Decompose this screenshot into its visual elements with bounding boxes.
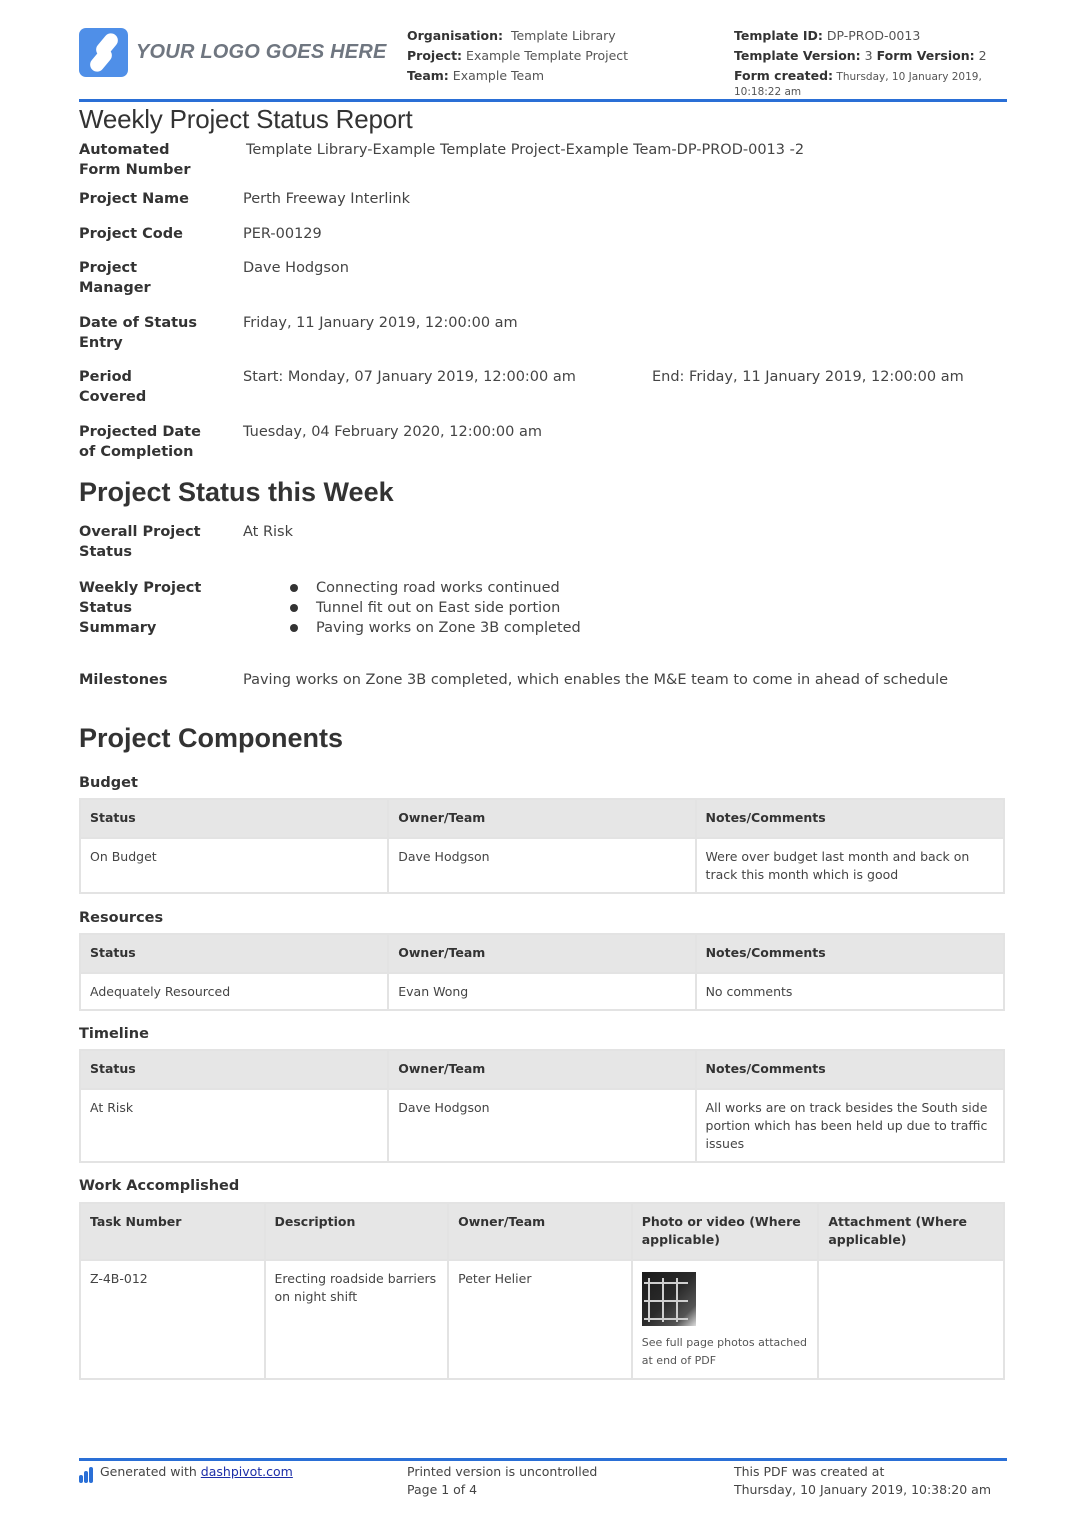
field-value: Dave Hodgson [243,260,349,276]
cell-status: On Budget [80,838,388,893]
field-label: Weekly Project Status Summary [79,580,202,636]
period-end: End: Friday, 11 January 2019, 12:00:00 am [652,369,964,385]
form-created-line [734,68,994,100]
cell-photo [632,1260,819,1379]
team-label: Team: [407,68,449,83]
column-header: Description [265,1203,449,1260]
bullet-icon [290,604,298,612]
cell-attachment [818,1260,1004,1379]
subheading-resources: Resources [79,910,164,926]
field-label: Date of Status Entry [79,315,197,351]
budget-table [79,798,1005,894]
table-row [80,1089,1004,1162]
organisation-line [407,26,628,46]
column-header: Notes/Comments [696,934,1004,973]
cell-owner: Dave Hodgson [388,838,695,893]
section-heading-components: Project Components [79,723,344,753]
column-header: Notes/Comments [696,799,1004,838]
section-heading-status: Project Status this Week [79,477,394,507]
photo-thumbnail[interactable] [642,1272,696,1326]
field-value: Friday, 11 January 2019, 12:00:00 am [243,315,518,331]
bullet-icon [290,624,298,632]
weekly-summary-list [290,578,581,638]
column-header: Owner/Team [388,799,695,838]
organisation-value: Template Library [510,28,616,43]
page-number: Page 1 of 4 [407,1482,478,1497]
template-id-value: DP-PROD-0013 [826,28,921,43]
table-row [80,838,1004,893]
cell-status: At Risk [80,1089,388,1162]
field-label: Project Manager [79,260,151,296]
created-label: This PDF was created at [734,1464,885,1479]
footer-print-info [407,1463,597,1499]
project-line [407,46,628,66]
footer-generated [79,1463,293,1483]
column-header: Notes/Comments [696,1050,1004,1089]
cell-owner: Peter Helier [448,1260,632,1379]
column-header: Status [80,1050,388,1089]
form-version-value: 2 [978,48,987,63]
cell-description: Erecting roadside barriers on night shift [265,1260,449,1379]
created-timestamp: Thursday, 10 January 2019, 10:38:20 am [734,1482,992,1497]
version-line [734,46,994,66]
project-value: Example Template Project [466,48,629,63]
form-version-label: Form Version: [876,48,975,63]
table-header-row [80,1203,1004,1260]
field-value: Perth Freeway Interlink [243,191,410,207]
field-value: At Risk [243,524,294,540]
column-header: Task Number [80,1203,265,1260]
logo [79,28,387,77]
organisation-label: Organisation: [407,28,503,43]
list-item [290,598,581,618]
logo-text: YOUR LOGO GOES HERE [136,41,387,63]
field-label: Milestones [79,672,168,688]
template-id-line [734,26,994,46]
table-row [80,973,1004,1010]
header-org-info [407,26,628,86]
timeline-table [79,1049,1005,1163]
team-line [407,66,628,86]
field-value: Template Library-Example Template Project-Example Team-DP-PROD-0013 -2 [246,142,805,158]
footer-created-info [734,1463,991,1499]
document-header [79,26,1007,100]
field-value: PER-00129 [243,226,322,242]
form-created-value: Thursday, 10 January 2019, 10:18:22 am [734,71,982,98]
logo-icon [79,28,128,77]
dashpivot-link[interactable]: dashpivot.com [200,1464,293,1479]
cell-notes: All works are on track besides the South side portion which has been held up due to traffic issues [696,1089,1004,1162]
project-label: Project: [407,48,463,63]
footer-divider [79,1458,1007,1461]
field-label: Automated Form Number [79,142,191,178]
header-template-info [734,26,994,100]
table-header-row [80,1050,1004,1089]
list-item [290,578,581,598]
cell-notes: No comments [696,973,1004,1010]
template-id-label: Template ID: [734,28,823,43]
resources-table [79,933,1005,1011]
subheading-budget: Budget [79,775,138,791]
column-header: Owner/Team [388,1050,695,1089]
column-header: Status [80,799,388,838]
column-header: Attachment (Where applicable) [818,1203,1004,1260]
list-item-text: Paving works on Zone 3B completed [316,620,581,636]
field-label: Overall Project Status [79,524,201,560]
bullet-icon [290,584,298,592]
list-item-text: Tunnel fit out on East side portion [316,600,561,616]
cell-owner: Dave Hodgson [388,1089,695,1162]
cell-notes: Were over budget last month and back on track this month which is good [696,838,1004,893]
period-start: Start: Monday, 07 January 2019, 12:00:00 am [243,369,576,385]
column-header: Owner/Team [448,1203,632,1260]
list-item-text: Connecting road works continued [316,580,560,596]
template-version-value: 3 [864,48,873,63]
header-divider [79,99,1007,102]
cell-task-number: Z-4B-012 [80,1260,265,1379]
column-header: Photo or video (Where applicable) [632,1203,819,1260]
field-label: Project Code [79,226,183,242]
cell-status: Adequately Resourced [80,973,388,1010]
team-value: Example Team [452,68,545,83]
subheading-work-accomplished: Work Accomplished [79,1178,240,1194]
field-value: Tuesday, 04 February 2020, 12:00:00 am [243,424,542,440]
form-created-label: Form created: [734,68,834,83]
field-label: Projected Date of Completion [79,424,201,460]
generated-text: Generated with [100,1464,197,1479]
cell-owner: Evan Wong [388,973,695,1010]
field-label: Project Name [79,191,189,207]
field-label: Period Covered [79,369,147,405]
table-row [80,1260,1004,1379]
template-version-label: Template Version: [734,48,861,63]
column-header: Owner/Team [388,934,695,973]
column-header: Status [80,934,388,973]
photo-caption: See full page photos attached at end of PDF [641,1336,808,1367]
page-title: Weekly Project Status Report [79,104,413,134]
uncontrolled-notice: Printed version is uncontrolled [407,1464,598,1479]
dashpivot-logo-icon [79,1465,94,1483]
field-value: Paving works on Zone 3B completed, which enables the M&E team to come in ahead of schedule [243,672,949,688]
work-accomplished-table [79,1202,1005,1380]
subheading-timeline: Timeline [79,1026,149,1042]
table-header-row [80,799,1004,838]
list-item [290,618,581,638]
table-header-row [80,934,1004,973]
